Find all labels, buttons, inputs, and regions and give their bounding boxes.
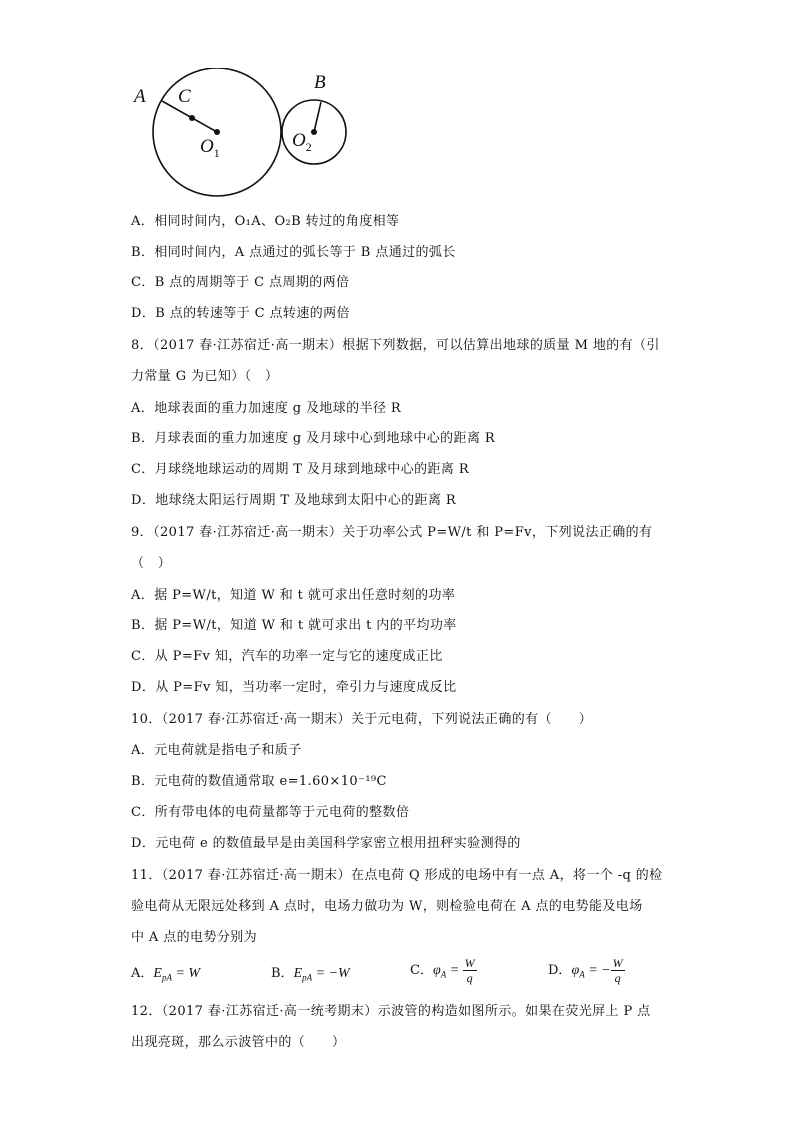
q10-option-c: C．所有带电体的电荷量都等于元电荷的整数倍	[131, 805, 410, 820]
q9-option-c: C．从 P=Fv 知，汽车的功率一定与它的速度成正比	[131, 649, 443, 664]
center-o1-dot	[214, 129, 220, 135]
q12-stem-line1: 12．（2017 春·江苏宿迁·高一统考期末）示波管的构造如图所示。如果在荧光屏上 P 点	[131, 1004, 651, 1019]
label-c: C	[178, 86, 191, 107]
radius-o2b	[314, 102, 321, 132]
q7-option-c: C．B 点的周期等于 C 点周期的两倍	[131, 275, 350, 290]
label-o2: $O_2$	[292, 130, 312, 154]
q9-option-b: B．据 P=W/t，知道 W 和 t 就可求出 t 内的平均功率	[131, 618, 457, 633]
label-b: B	[314, 72, 326, 93]
q8-stem-line1: 8．（2017 春·江苏宿迁·高一期末）根据下列数据，可以估算出地球的质量 M 地的有（引	[131, 338, 660, 353]
q8-option-c: C．月球绕地球运动的周期 T 及月球到地球中心的距离 R	[131, 462, 470, 477]
q12-stem-line2: 出现亮斑，那么示波管中的（ ）	[131, 1035, 346, 1050]
center-o2-dot	[311, 129, 317, 135]
q9-stem-line1: 9．（2017 春·江苏宿迁·高一期末）关于功率公式 P=W/t 和 P=Fv，下列说法正确的有	[131, 525, 653, 540]
q11-option-d: D．$\varphi_A$ = − $\frac{W}{q}$	[548, 956, 623, 985]
q8-option-a: A．地球表面的重力加速度 g 及地球的半径 R	[131, 401, 402, 416]
q7-option-b: B．相同时间内，A 点通过的弧长等于 B 点通过的弧长	[131, 245, 456, 260]
q9-option-a: A．据 P=W/t，知道 W 和 t 就可求出任意时刻的功率	[131, 588, 456, 603]
q10-option-a: A．元电荷就是指电子和质子	[131, 743, 302, 758]
q11-stem-line1: 11．（2017 春·江苏宿迁·高一期末）在点电荷 Q 形成的电场中有一点 A，将一个 -q 的检	[131, 868, 663, 883]
q10-option-b: B．元电荷的数值通常取 e=1.60×10⁻¹⁹C	[131, 774, 387, 789]
q9-stem-line2: （ ）	[131, 556, 172, 571]
label-a: A	[134, 86, 146, 107]
q8-stem-line2: 力常量 G 为已知）（ ）	[131, 369, 279, 384]
q10-option-d: D．元电荷 e 的数值最早是由美国科学家密立根用扭秤实验测得的	[131, 836, 521, 851]
q11-option-b: B．$E_{pA} = -W$	[271, 966, 350, 983]
q7-option-a: A．相同时间内，O₁A、O₂B 转过的角度相等	[131, 214, 400, 229]
label-o1: $O_1$	[200, 136, 220, 160]
q11-option-a: A．$E_{pA} = W$	[131, 966, 201, 983]
point-c-dot	[189, 115, 195, 121]
gear-circles-figure	[130, 68, 360, 203]
fraction-w-over-q: $\frac{W}{q}$	[464, 956, 475, 985]
q9-option-d: D．从 P=Fv 知，当功率一定时，牵引力与速度成反比	[131, 680, 457, 695]
q11-option-c: C．$\varphi_A$ = $\frac{W}{q}$	[410, 956, 475, 985]
q7-option-d: D．B 点的转速等于 C 点转速的两倍	[131, 306, 350, 321]
q8-option-b: B．月球表面的重力加速度 g 及月球中心到地球中心的距离 R	[131, 431, 496, 446]
fraction-neg-w-over-q: $\frac{W}{q}$	[612, 956, 623, 985]
q8-option-d: D．地球绕太阳运行周期 T 及地球到太阳中心的距离 R	[131, 493, 457, 508]
q11-stem-line3: 中 A 点的电势分别为	[131, 930, 258, 945]
q10-stem: 10．（2017 春·江苏宿迁·高一期末）关于元电荷，下列说法正确的有（ ）	[131, 712, 593, 727]
q11-stem-line2: 验电荷从无限远处移到 A 点时，电场力做功为 W，则检验电荷在 A 点的电势能及电场	[131, 899, 643, 914]
